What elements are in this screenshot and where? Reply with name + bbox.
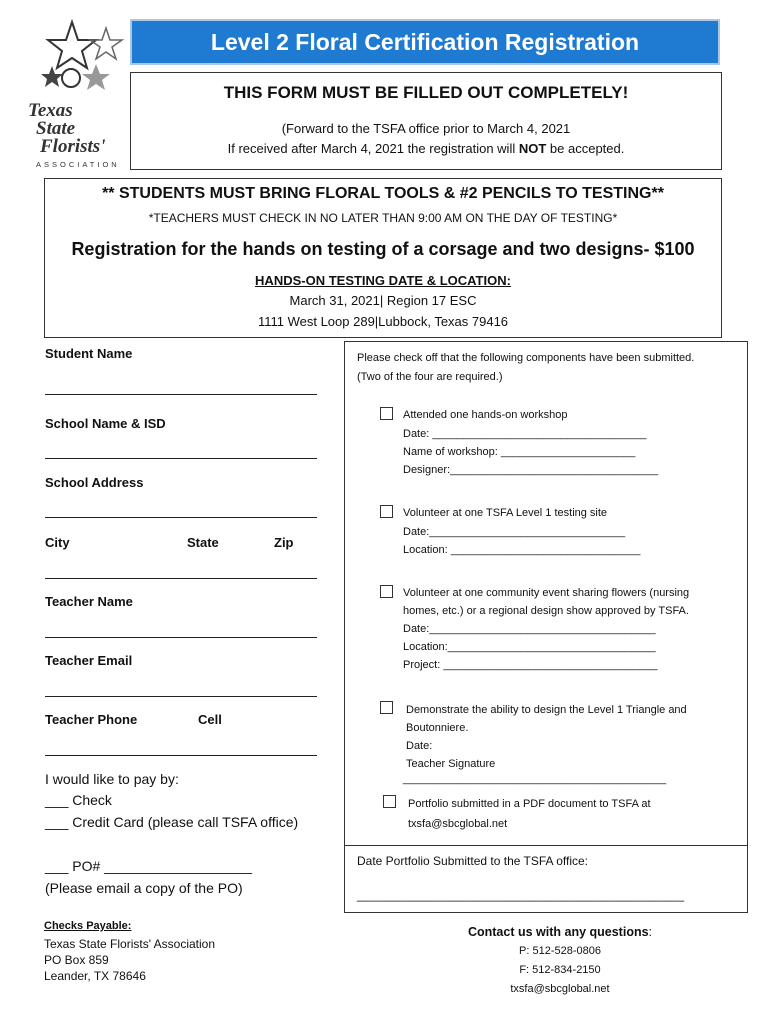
must-fill-heading: THIS FORM MUST BE FILLED OUT COMPLETELY!	[223, 83, 629, 102]
notice-box	[130, 72, 722, 170]
logo-text-texas: Texas	[28, 100, 73, 121]
school-name-field[interactable]	[45, 458, 317, 459]
contact-fax: F: 512-834-2150	[519, 964, 601, 976]
teacher-signature-line[interactable]: ___________________________________________	[403, 773, 667, 785]
pay-by-label: I would like to pay by:	[45, 771, 179, 787]
contact-heading-text: Contact us with any questions	[467, 925, 649, 939]
checks-payable-city: Leander, TX 78646	[44, 969, 146, 983]
volunteer-testing-location[interactable]: Location: _______________________________	[403, 544, 641, 556]
demonstrate-title-cont: Boutonniere.	[406, 722, 469, 734]
testing-date-line: March 31, 2021| Region 17 ESC	[289, 293, 477, 308]
volunteer-testing-date[interactable]: Date:________________________________	[403, 526, 626, 538]
community-event-location[interactable]: Location:__________________________________	[403, 641, 656, 653]
contact-heading	[400, 925, 720, 939]
registration-fee-line: Registration for the hands on testing of a corsage and two designs- $100	[71, 239, 695, 259]
teacher-signature-label: Teacher Signature	[406, 758, 496, 770]
community-event-checkbox[interactable]	[380, 585, 393, 598]
community-event-date[interactable]: Date:_____________________________________	[403, 623, 656, 635]
portfolio-checkbox[interactable]	[383, 795, 396, 808]
portfolio-title: Portfolio submitted in a PDF document to TSFA at	[408, 798, 651, 810]
tsfa-logo	[26, 18, 136, 173]
logo-association: ASSOCIATION	[36, 160, 120, 169]
portfolio-date-label: Date Portfolio Submitted to the TSFA office:	[357, 854, 589, 868]
contact-heading-colon: :	[648, 925, 653, 939]
late-note	[131, 141, 721, 156]
teacher-phone-field[interactable]	[45, 755, 317, 756]
portfolio-date-box	[344, 845, 748, 913]
teacher-email-label: Teacher Email	[45, 653, 133, 668]
contact-email[interactable]: txsfa@sbcglobal.net	[510, 983, 610, 995]
city-state-zip-field[interactable]	[45, 578, 317, 579]
portfolio-date-field[interactable]: _________________________________________________	[357, 888, 685, 902]
checks-payable-name: Texas State Florists' Association	[44, 937, 216, 951]
cell-label: Cell	[198, 712, 222, 727]
checks-payable-pobox: PO Box 859	[44, 953, 109, 967]
state-label: State	[187, 535, 219, 550]
pay-po-option[interactable]: ___ PO# ___________________	[45, 858, 253, 874]
portfolio-email: txsfa@sbcglobal.net	[408, 818, 508, 830]
pay-check-option[interactable]: ___ Check	[45, 792, 112, 808]
teacher-phone-label: Teacher Phone	[45, 712, 138, 727]
star-logo-icon	[34, 18, 134, 98]
teacher-name-field[interactable]	[45, 637, 317, 638]
late-note-post: be accepted.	[546, 141, 625, 156]
volunteer-testing-title: Volunteer at one TSFA Level 1 testing site	[403, 507, 608, 519]
late-note-pre: If received after March 4, 2021 the registration will	[227, 141, 519, 156]
bring-tools-notice: ** STUDENTS MUST BRING FLORAL TOOLS & #2 PENCILS TO TESTING**	[102, 185, 664, 202]
demonstrate-date[interactable]: Date:	[406, 740, 433, 752]
date-location-heading: HANDS-ON TESTING DATE & LOCATION:	[255, 273, 511, 288]
components-checklist-box	[344, 341, 748, 846]
school-name-label: School Name & ISD	[45, 416, 166, 431]
late-note-bold: NOT	[518, 141, 547, 156]
page-title: Level 2 Floral Certification Registration	[130, 19, 720, 65]
volunteer-testing-checkbox[interactable]	[380, 505, 393, 518]
testing-address-line: 1111 West Loop 289|Lubbock, Texas 79416	[257, 314, 509, 329]
city-label: City	[45, 535, 70, 550]
school-address-field[interactable]	[45, 517, 317, 518]
teacher-email-field[interactable]	[45, 696, 317, 697]
po-note: (Please email a copy of the PO)	[45, 880, 243, 896]
contact-phone: P: 512-528-0806	[519, 945, 601, 957]
workshop-designer[interactable]: Designer:__________________________________	[403, 464, 659, 476]
logo-text-florists: Florists'	[40, 136, 106, 157]
student-name-label: Student Name	[45, 346, 133, 361]
community-event-title-cont: homes, etc.) or a regional design show approved by TSFA.	[403, 605, 689, 617]
teacher-checkin-notice: *TEACHERS MUST CHECK IN NO LATER THAN 9:00 AM ON THE DAY OF TESTING*	[148, 211, 618, 225]
demonstrate-checkbox[interactable]	[380, 701, 393, 714]
components-requirement: (Two of the four are required.)	[357, 371, 503, 383]
workshop-date[interactable]: Date: ___________________________________	[403, 428, 647, 440]
forward-note: (Forward to the TSFA office prior to March 4, 2021	[281, 121, 571, 136]
workshop-name[interactable]: Name of workshop: ______________________	[403, 446, 636, 458]
student-name-field[interactable]	[45, 394, 317, 395]
school-address-label: School Address	[45, 475, 144, 490]
pay-credit-card-option[interactable]: ___ Credit Card (please call TSFA office)	[45, 814, 299, 830]
teacher-name-label: Teacher Name	[45, 594, 133, 609]
workshop-title: Attended one hands-on workshop	[403, 409, 568, 421]
community-event-title: Volunteer at one community event sharing flowers (nursing	[403, 587, 690, 599]
community-event-project[interactable]: Project: ___________________________________	[403, 659, 658, 671]
logo-text-state: State	[36, 118, 76, 139]
workshop-checkbox[interactable]	[380, 407, 393, 420]
zip-label: Zip	[274, 535, 294, 550]
checks-payable-heading: Checks Payable:	[44, 920, 132, 932]
demonstrate-title: Demonstrate the ability to design the Level 1 Triangle and	[406, 704, 687, 716]
testing-info-box	[44, 178, 722, 338]
components-intro: Please check off that the following components have been submitted.	[357, 352, 695, 364]
